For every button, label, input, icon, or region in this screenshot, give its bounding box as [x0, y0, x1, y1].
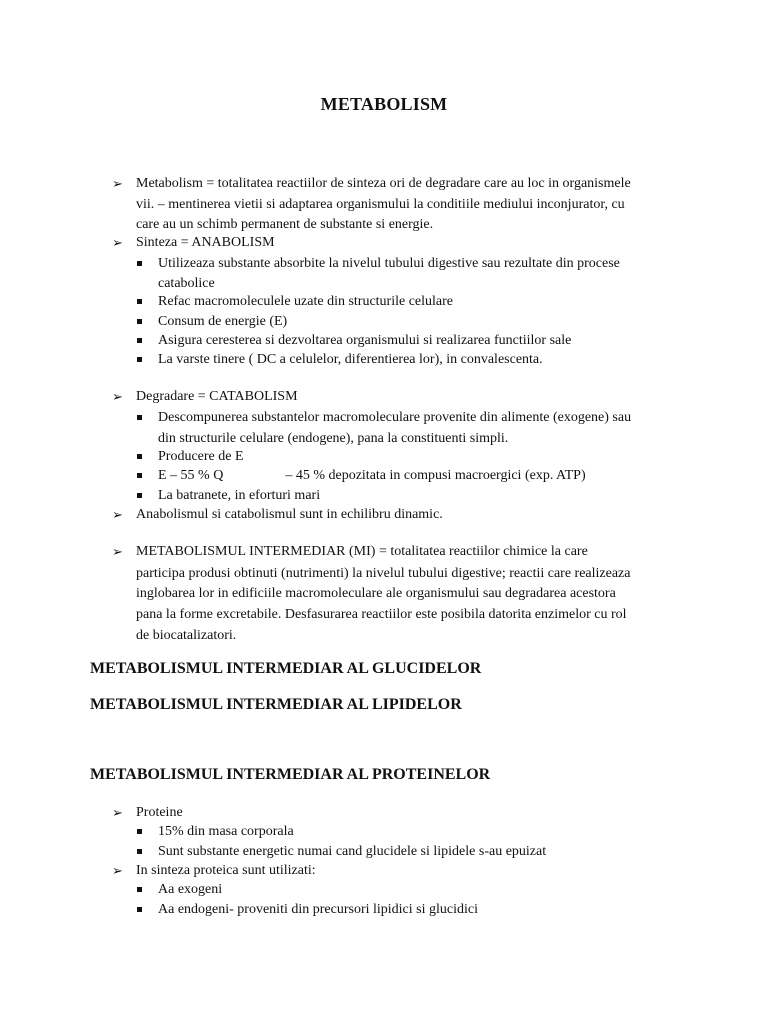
arrow-bullet-icon: ➢ — [112, 863, 123, 878]
arrow-bullet-icon: ➢ — [112, 235, 123, 250]
sub-list-text: Aa exogeni — [158, 882, 223, 897]
heading-glucide: METABOLISMUL INTERMEDIAR AL GLUCIDELOR — [90, 660, 482, 677]
square-bullet-icon — [137, 454, 142, 459]
arrow-bullet-icon: ➢ — [112, 507, 123, 522]
square-bullet-icon — [137, 849, 142, 854]
square-bullet-icon — [137, 415, 142, 420]
square-bullet-icon — [137, 473, 142, 478]
square-bullet-icon — [137, 493, 142, 498]
energy-heat-share: E – 55 % Q — [158, 468, 224, 483]
catabolism-label: Degradare = CATABOLISM — [136, 389, 298, 404]
square-bullet-icon — [137, 338, 142, 343]
sub-list-text: din structurile celulare (endogene), pana la constituenti simpli. — [158, 431, 509, 446]
square-bullet-icon — [137, 319, 142, 324]
proteine-label: Proteine — [136, 805, 183, 820]
arrow-bullet-icon: ➢ — [112, 805, 123, 820]
definition-line: Metabolism = totalitatea reactiilor de sinteza ori de degradare care au loc in organismele — [136, 176, 631, 191]
square-bullet-icon — [137, 907, 142, 912]
sub-list-text — [158, 466, 678, 486]
sub-list-text: Consum de energie (E) — [158, 314, 288, 329]
square-bullet-icon — [137, 357, 142, 362]
sub-list-text: Descompunerea substantelor macromoleculare provenite din alimente (exogene) sau — [158, 410, 632, 425]
sub-list-text: Aa endogeni- proveniti din precursori lipidici si glucidici — [158, 902, 478, 917]
arrow-bullet-icon: ➢ — [112, 544, 123, 559]
arrow-bullet-icon: ➢ — [112, 176, 123, 191]
sub-list-text: catabolice — [158, 276, 215, 291]
sub-list-text: La batranete, in eforturi mari — [158, 488, 321, 503]
balance-text: Anabolismul si catabolismul sunt in echilibru dinamic. — [136, 507, 443, 522]
square-bullet-icon — [137, 299, 142, 304]
mi-line: inglobarea lor in edificiile macromoleculare ale organismului sau degradarea acestora — [136, 586, 616, 601]
mi-line: pana la forme excretabile. Desfasurarea reactiilor este posibila datorita enzimelor cu rol — [136, 607, 627, 622]
definition-line: care au un schimb permanent de substante si energie. — [136, 217, 434, 232]
sub-list-text: Utilizeaza substante absorbite la nivelul tubului digestive sau rezultate din procese — [158, 256, 620, 271]
sub-list-text: Producere de E — [158, 449, 244, 464]
arrow-bullet-icon: ➢ — [112, 389, 123, 404]
square-bullet-icon — [137, 829, 142, 834]
sub-list-text: Sunt substante energetic numai cand glucidele si lipidele s-au epuizat — [158, 844, 547, 859]
square-bullet-icon — [137, 887, 142, 892]
sub-list-text: Asigura ceresterea si dezvoltarea organismului si realizarea functiilor sale — [158, 333, 572, 348]
heading-proteine: METABOLISMUL INTERMEDIAR AL PROTEINELOR — [90, 766, 491, 783]
page-title: METABOLISM — [320, 94, 448, 114]
energy-stored-share: – 45 % depozitata in compusi macroergici (exp. ATP) — [285, 468, 586, 483]
sub-list-text: La varste tinere ( DC a celulelor, diferentierea lor), in convalescenta. — [158, 352, 543, 367]
sub-list-text: 15% din masa corporala — [158, 824, 294, 839]
synthesis-label: In sinteza proteica sunt utilizati: — [136, 863, 316, 878]
heading-lipide: METABOLISMUL INTERMEDIAR AL LIPIDELOR — [90, 696, 462, 713]
mi-line: participa produsi obtinuti (nutrimenti) la nivelul tubului digestive; reactii care realizeaza — [136, 566, 631, 581]
mi-line: de biocatalizatori. — [136, 628, 237, 643]
square-bullet-icon — [137, 261, 142, 266]
sub-list-text: Refac macromoleculele uzate din structurile celulare — [158, 294, 454, 309]
mi-line: METABOLISMUL INTERMEDIAR (MI) = totalitatea reactiilor chimice la care — [136, 544, 588, 559]
anabolism-label: Sinteza = ANABOLISM — [136, 235, 275, 250]
definition-line: vii. – mentinerea vietii si adaptarea organismului la conditiile mediului inconjurator, cu — [136, 197, 625, 212]
